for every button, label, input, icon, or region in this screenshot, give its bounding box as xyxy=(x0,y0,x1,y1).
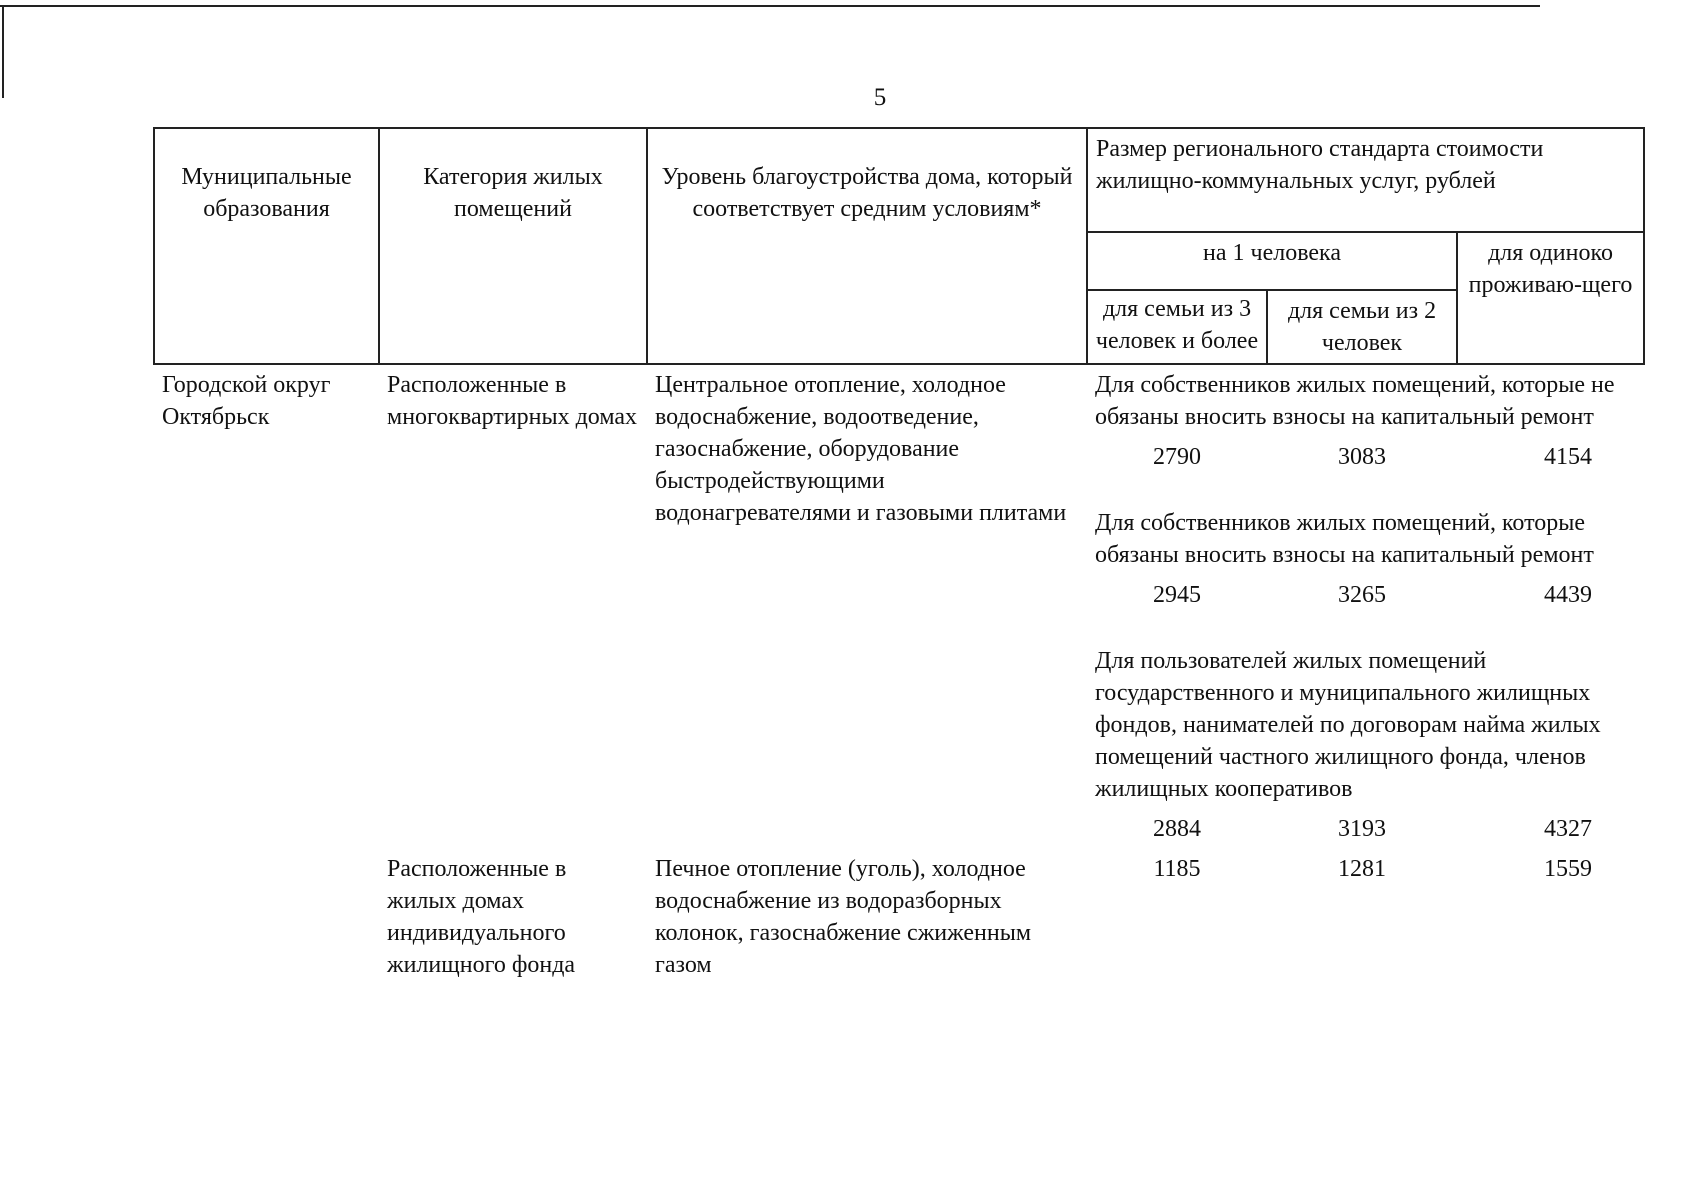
group-3-title: Для пользователей жилых помещений государственного и муниципального жилищных фондов, нанимателей по договорам найма жилых помещений частного жилищного фонда, членов жилищных кооперативов xyxy=(1095,648,1601,802)
group-1-heading-row xyxy=(154,364,1644,437)
housing-cost-standard-table xyxy=(153,127,1645,985)
group-3-family-2-value: 3193 xyxy=(1338,816,1386,842)
header-comfort-level-line1: Уровень благоустройства дома, который xyxy=(661,164,1073,190)
group-3-family-3-value: 2884 xyxy=(1153,816,1201,842)
group-1-title: Для собственников жилых помещений, которые не обязаны вносить взносы на капитальный ремонт xyxy=(1095,372,1615,430)
level-individual-cell: Печное отопление (уголь), холодное водоснабжение из водоразборных колонок, газоснабжение сжиженным газом xyxy=(655,856,1032,978)
header-category: Категория жилых помещений xyxy=(379,128,647,364)
scan-edge-left xyxy=(2,6,4,98)
group-1-single-value: 4154 xyxy=(1544,444,1592,470)
header-row-1 xyxy=(154,128,1644,232)
header-municipality: Муниципальные образования xyxy=(154,128,379,364)
individual-family-3-value: 1185 xyxy=(1153,856,1201,882)
group-1-family-2-value: 3083 xyxy=(1338,444,1386,470)
header-family-2: для семьи из 2 человек xyxy=(1267,290,1457,364)
header-family-3: для семьи из 3 человек и более xyxy=(1087,290,1267,364)
group-2-family-2-value: 3265 xyxy=(1338,582,1386,608)
group-1-family-3-value: 2790 xyxy=(1153,444,1201,470)
municipality-empty-cell xyxy=(154,849,379,985)
group-2-family-3-value: 2945 xyxy=(1153,582,1201,608)
category-apartment-cell: Расположенные в многоквартирных домах xyxy=(387,372,638,430)
group-3-single-value: 4327 xyxy=(1544,816,1592,842)
group-2-single-value: 4439 xyxy=(1544,582,1592,608)
individual-family-2-value: 1281 xyxy=(1338,856,1386,882)
header-standard-size: Размер регионального стандарта стоимости жилищно-коммунальных услуг, рублей xyxy=(1087,128,1644,232)
municipality-cell: Городской округ Октябрьск xyxy=(162,372,331,430)
individual-single-value: 1559 xyxy=(1544,856,1592,882)
group-2-title: Для собственников жилых помещений, которые обязаны вносить взносы на капитальный ремонт xyxy=(1095,510,1594,568)
header-single: для одиноко проживаю-щего xyxy=(1457,232,1644,364)
header-comfort-level-line2: соответствует средним условиям* xyxy=(692,196,1042,222)
page-number: 5 xyxy=(873,84,887,111)
scan-edge-top xyxy=(0,5,1540,7)
level-apartment-cell: Центральное отопление, холодное водоснабжение, водоотведение, газоснабжение, оборудование быстродействующими водонагревателями и газовыми плитами xyxy=(655,372,1067,526)
header-per-person: на 1 человека xyxy=(1087,232,1457,290)
individual-housing-row xyxy=(154,849,1644,985)
header-comfort-level xyxy=(647,128,1087,364)
category-individual-cell: Расположенные в жилых домах индивидуального жилищного фонда xyxy=(387,856,576,978)
